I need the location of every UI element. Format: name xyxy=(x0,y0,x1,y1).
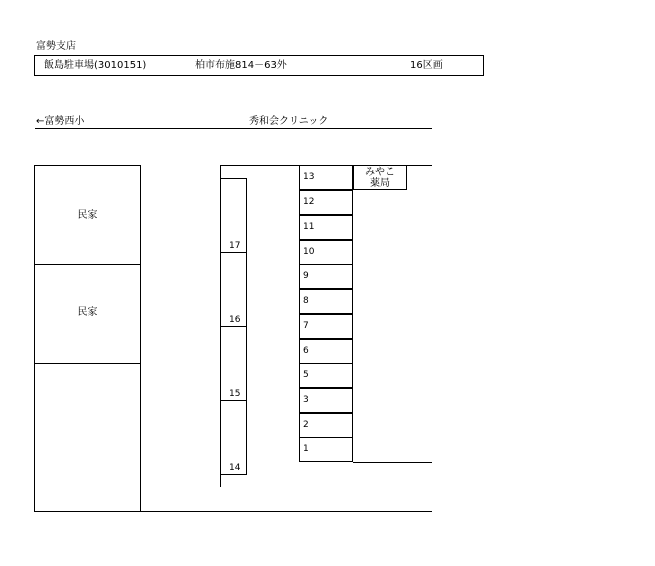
stall-number: 10 xyxy=(303,247,315,257)
pharmacy-name-line1: みやこ xyxy=(365,167,395,178)
road-line xyxy=(35,128,432,129)
parking-stall xyxy=(299,190,353,215)
parking-stall xyxy=(299,240,353,265)
stall-number: 2 xyxy=(303,420,309,430)
parking-stall xyxy=(299,264,353,289)
stall-number: 3 xyxy=(303,395,309,405)
pharmacy-box xyxy=(353,165,407,190)
parking-stall xyxy=(299,437,353,462)
lot-info-box xyxy=(34,55,484,76)
pharmacy-name-line2: 薬局 xyxy=(370,178,390,189)
stall-number: 17 xyxy=(229,241,241,251)
stall-number: 6 xyxy=(303,346,309,356)
lot-name: 飯島駐車場(3010151) xyxy=(44,60,147,71)
parking-stall xyxy=(299,215,353,240)
stall-number: 8 xyxy=(303,296,309,306)
stall-number: 14 xyxy=(229,463,241,473)
parking-stall xyxy=(299,339,353,364)
lot-address: 柏市布施814－63外 xyxy=(195,60,287,71)
stall-number: 7 xyxy=(303,321,309,331)
stall-number: 16 xyxy=(229,315,241,325)
branch-name: 富勢支店 xyxy=(36,41,76,52)
parking-stall xyxy=(299,388,353,413)
stall-number: 1 xyxy=(303,444,309,454)
left-stall-divider-17 xyxy=(220,252,247,253)
stall-number: 5 xyxy=(303,370,309,380)
parking-stall xyxy=(299,289,353,314)
parking-stall xyxy=(299,363,353,388)
stall-number: 13 xyxy=(303,172,315,182)
parking-stall xyxy=(299,413,353,438)
lot-right-bottom-line xyxy=(353,462,432,463)
house-divider-2 xyxy=(35,363,140,364)
lot-top-line-left xyxy=(220,165,299,166)
parking-stall xyxy=(299,165,353,190)
house-label-2: 民家 xyxy=(77,307,98,318)
house-divider-1 xyxy=(35,264,140,265)
lot-top-line-right xyxy=(407,165,432,166)
bottom-boundary-line xyxy=(141,511,432,512)
road-label-right: 秀和会クリニック xyxy=(249,116,329,127)
left-stall-divider-16 xyxy=(220,326,247,327)
houses-block xyxy=(34,165,141,512)
stall-number: 11 xyxy=(303,222,315,232)
left-stall-top-line xyxy=(220,178,247,179)
left-stall-divider-15 xyxy=(220,400,247,401)
left-stall-divider-14 xyxy=(220,474,247,475)
parking-stall xyxy=(299,314,353,339)
house-label-1: 民家 xyxy=(77,210,98,221)
stall-number: 15 xyxy=(229,389,241,399)
stall-number: 9 xyxy=(303,271,309,281)
road-label-left: ←富勢西小 xyxy=(36,116,85,127)
stall-number: 12 xyxy=(303,197,315,207)
lot-count: 16区画 xyxy=(410,60,443,71)
